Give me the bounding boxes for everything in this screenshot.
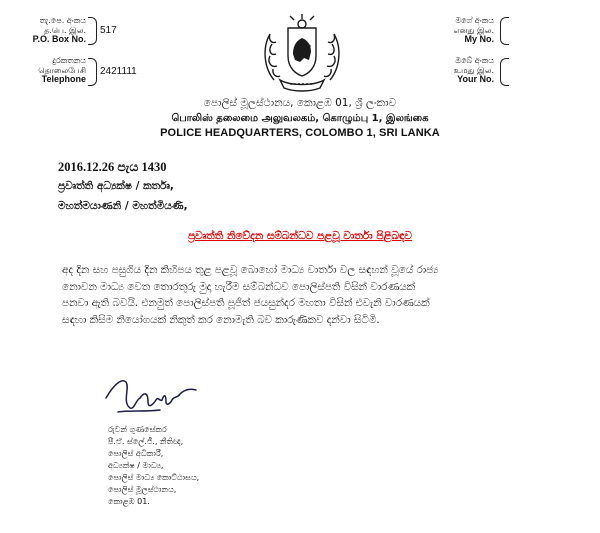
letter-subject: ප්‍රවෘත්ති නිවේදන සම්බන්ධව පළවූ වාර්තා පිළිබඳව	[188, 230, 412, 242]
telephone-brace	[88, 58, 97, 86]
my-no-brace	[500, 17, 509, 45]
signatory-line: පොලිස් මූලස්ථානය,	[108, 485, 177, 494]
body-line: සඳහා කිසිම නියෝගයක් නිකුත් කර නොමැති බව කාරුණිකව දන්වා සිටිමි.	[62, 313, 380, 326]
your-no-brace	[500, 58, 509, 86]
police-emblem-icon	[260, 14, 344, 92]
addressee-line-2: මහත්මයාණනි / මහත්මියණි,	[58, 200, 188, 212]
signature-icon	[100, 372, 200, 420]
body-line: පනවා ඇති බවයි. එනමුත් පොලිස්පති පූජිත් ජයසුන්දර මහතා විසින් එවැනි වාරණයක්	[62, 297, 430, 309]
my-no-label: මගේ අංකය எனது இல. My No.	[453, 16, 494, 44]
letter-date: 2016.12.26 පැය 1430	[58, 160, 167, 174]
letterhead-tamil: பொலிஸ் தலைமை அலுவலகம், கொழும்பு 1, இலங்கை	[171, 113, 429, 124]
body-line: අද දින සහ පසුගිය දින කිහිපය තුළ පළවූ බොහෝ මාධ්‍ය වාර්තා වල සඳහන් වූයේ රාජ්‍ය	[62, 264, 439, 276]
signatory-block	[108, 424, 199, 508]
pobox-brace	[88, 17, 97, 45]
letterhead-sinhala: පොලිස් මූලස්ථානය, කොළඹ 01, ශ්‍රී ලංකාව	[203, 97, 397, 109]
signatory-line: පොලිස් අධිකාරී,	[108, 449, 164, 458]
your-no-label: ඔබේ අංකය உமது இல. Your No.	[453, 56, 494, 84]
telephone-label: දුරකතනය தொலைபேசி Telephone	[38, 56, 86, 84]
letterhead-english: POLICE HEADQUARTERS, COLOMBO 1, SRI LANKA	[160, 127, 440, 139]
telephone-value: 2421111	[100, 66, 137, 77]
letter-body	[62, 262, 548, 328]
pobox-label: තැ.පෙ. අංකය த.பெ. இல. P.O. Box No.	[32, 16, 86, 44]
signatory-name: රුවන් ගුණසේකර	[108, 425, 167, 434]
signatory-line: පී.ඒ. ස්ලේ.ජී., නීතිඥ,	[108, 437, 184, 446]
body-line: නොවන මාධ්‍ය වෙත තොරතුරු මුදා හැරීම සම්බන්ධව පොලිස්පති විසින් වාරණයක්	[62, 280, 416, 293]
signatory-line: අධ්‍යක්ෂ / මාධ්‍ය,	[108, 461, 164, 470]
signatory-line: කොළඹ 01.	[108, 497, 150, 506]
addressee-line-1: ප්‍රවෘත්ති අධ්‍යක්ෂ / කර්තෘ,	[58, 180, 174, 192]
signatory-line: පොලිස් මාධ්‍ය කොට්ඨාසය,	[108, 473, 200, 482]
pobox-value: 517	[100, 25, 117, 36]
